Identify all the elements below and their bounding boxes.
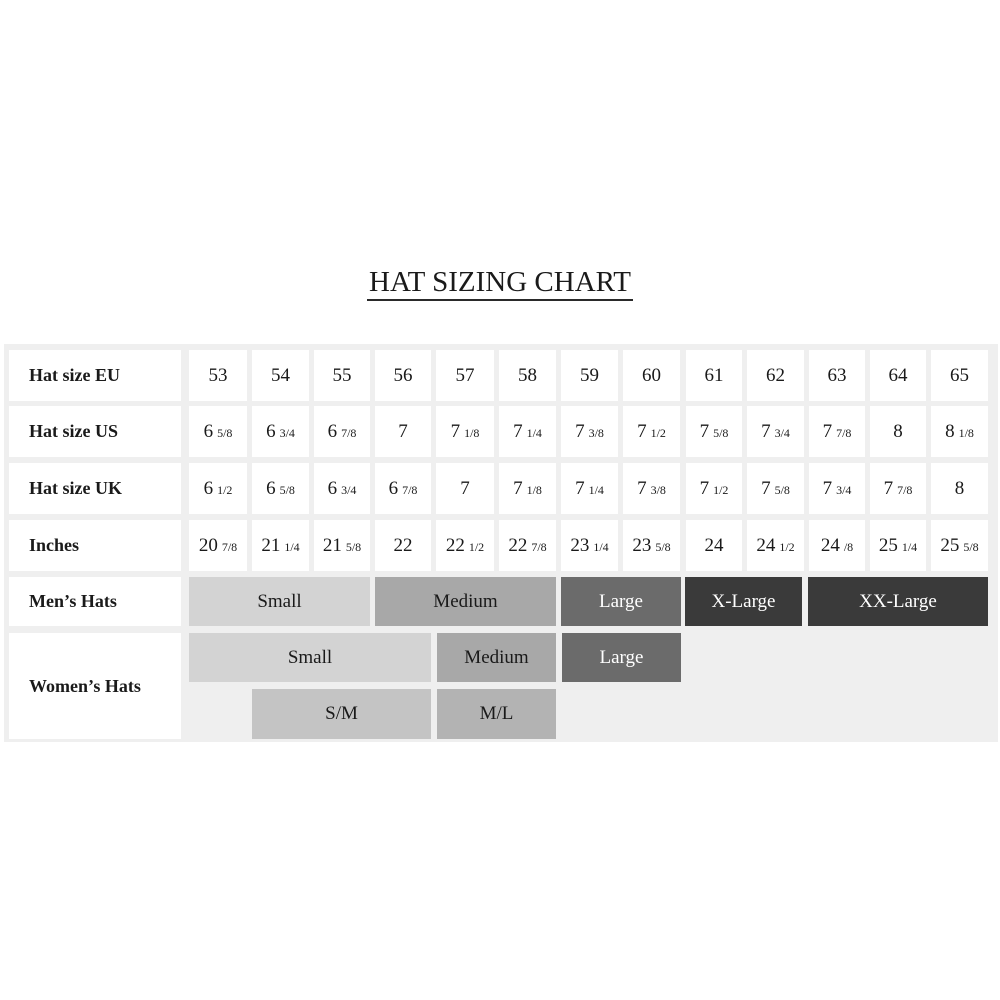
size-value: 7 [761,477,771,499]
size-cell [809,406,865,457]
size-cell [375,463,431,514]
size-value: 53 [208,364,228,386]
size-value: 23 [570,534,590,556]
size-fraction: 5/8 [774,483,790,497]
size-fraction: 1/2 [217,483,233,497]
size-value: 7 [699,420,710,442]
size-value: 21 [322,534,342,556]
mens-hats-label: Men’s Hats [9,577,181,626]
size-cell [747,520,804,571]
size-cell [623,406,680,457]
size-fraction: 7/8 [531,540,547,554]
size-fraction: 1/2 [779,540,795,554]
size-fraction: 3/4 [836,483,852,497]
size-value: 6 [203,420,214,442]
size-fraction: 7/8 [221,540,238,554]
size-fraction: 5/8 [279,483,295,497]
mens-size-x-large: X-Large [685,577,802,626]
size-cell [809,350,865,401]
size-cell [870,520,926,571]
size-value: 62 [766,364,785,386]
size-value: 57 [455,364,475,386]
size-value: 6 [327,420,338,442]
womens-hats-label: Women’s Hats [9,633,181,739]
size-cell [561,406,618,457]
mens-size-large: Large [561,577,681,626]
size-cell [499,463,556,514]
size-value: 6 [266,477,276,499]
size-cell [189,520,247,571]
size-fraction: 3/4 [341,483,357,497]
size-cell [623,463,680,514]
size-value: 55 [332,364,352,386]
size-fraction: 7/8 [341,426,357,440]
size-cell [314,463,370,514]
row-label: Hat size EU [9,350,181,401]
size-cell [747,350,804,401]
size-fraction: 3/8 [650,483,666,497]
size-value: 7 [761,420,771,442]
size-cell [436,350,494,401]
size-cell [375,350,431,401]
size-value: 6 [203,477,214,499]
size-fraction: 1/4 [593,540,609,554]
size-cell [436,406,494,457]
size-value: 7 [637,420,647,442]
size-value: 64 [888,364,908,386]
size-fraction: 7/8 [836,426,852,440]
size-value: 63 [827,364,847,386]
size-fraction: 3/4 [279,426,295,440]
size-value: 7 [822,477,833,499]
size-value: 7 [575,477,585,499]
size-cell [189,406,247,457]
size-value: 60 [642,364,661,386]
size-fraction: 5/8 [217,426,233,440]
row-label: Hat size UK [9,463,181,514]
size-cell [686,406,742,457]
size-value: 21 [261,534,281,556]
size-value: 7 [575,420,585,442]
size-cell [623,520,680,571]
size-value: 8 [893,420,903,442]
size-fraction: 7/8 [897,483,913,497]
size-value: 7 [460,477,470,499]
size-cell [189,350,247,401]
mens-size-small: Small [189,577,370,626]
size-value: 7 [637,477,647,499]
size-value: 7 [883,477,894,499]
size-cell [686,520,742,571]
womens-size-small: Small [189,633,431,682]
size-fraction: /8 [843,540,854,554]
size-cell [314,350,370,401]
size-value: 6 [388,477,399,499]
size-cell [189,463,247,514]
size-fraction: 1/2 [713,483,729,497]
size-value: 59 [580,364,599,386]
size-cell [686,463,742,514]
size-cell [375,520,431,571]
size-cell [314,406,370,457]
size-cell [436,520,494,571]
size-value: 25 [878,534,898,556]
size-value: 20 [198,534,218,556]
size-cell [870,406,926,457]
size-fraction: 1/4 [284,540,300,554]
row-label: Inches [9,520,181,571]
size-value: 6 [327,477,338,499]
size-fraction: 5/8 [963,540,979,554]
womens-size-m-l: M/L [437,689,556,739]
row-label: Hat size US [9,406,181,457]
size-value: 6 [266,420,276,442]
size-fraction: 7/8 [402,483,418,497]
size-cell [931,520,988,571]
size-value: 22 [445,534,465,556]
size-value: 58 [518,364,537,386]
size-cell [931,350,988,401]
size-fraction: 1/8 [526,483,542,497]
size-value: 7 [513,477,523,499]
size-cell [561,520,618,571]
size-value: 23 [632,534,652,556]
womens-size-s-m: S/M [252,689,431,739]
size-value: 56 [393,364,413,386]
womens-size-medium: Medium [437,633,556,682]
size-cell [747,406,804,457]
size-cell [561,350,618,401]
size-cell [499,406,556,457]
size-cell [499,520,556,571]
size-cell [252,406,309,457]
size-fraction: 1/8 [958,426,974,440]
size-value: 24 [704,534,724,556]
size-fraction: 3/8 [588,426,604,440]
size-cell [436,463,494,514]
size-cell [623,350,680,401]
size-value: 24 [756,534,776,556]
size-cell [252,520,309,571]
size-value: 25 [940,534,960,556]
size-cell [931,463,988,514]
size-cell [747,463,804,514]
size-fraction: 1/4 [588,483,604,497]
size-value: 24 [820,534,840,556]
size-cell [686,350,742,401]
size-value: 7 [513,420,523,442]
size-fraction: 1/4 [526,426,542,440]
womens-size-large: Large [562,633,681,682]
size-cell [809,463,865,514]
size-cell [931,406,988,457]
size-value: 7 [398,420,408,442]
size-value: 22 [508,534,528,556]
size-cell [252,350,309,401]
size-value: 65 [950,364,969,386]
size-value: 7 [450,420,461,442]
size-fraction: 5/8 [345,540,362,554]
size-cell [499,350,556,401]
size-cell [870,463,926,514]
chart-title: HAT SIZING CHART [0,264,1000,300]
size-value: 61 [704,364,724,386]
size-value: 22 [393,534,413,556]
size-value: 8 [954,477,965,499]
size-cell [809,520,865,571]
size-value: 7 [822,420,833,442]
size-fraction: 1/4 [901,540,918,554]
mens-size-medium: Medium [375,577,556,626]
size-value: 8 [945,420,955,442]
size-fraction: 5/8 [655,540,671,554]
size-fraction: 1/2 [650,426,666,440]
size-cell [870,350,926,401]
size-value: 54 [271,364,290,386]
size-cell [314,520,370,571]
size-cell [375,406,431,457]
size-cell [252,463,309,514]
size-fraction: 3/4 [774,426,790,440]
size-cell [561,463,618,514]
size-fraction: 1/8 [464,426,480,440]
size-fraction: 1/2 [468,540,485,554]
size-value: 7 [699,477,710,499]
size-fraction: 5/8 [713,426,729,440]
mens-size-xx-large: XX-Large [808,577,988,626]
